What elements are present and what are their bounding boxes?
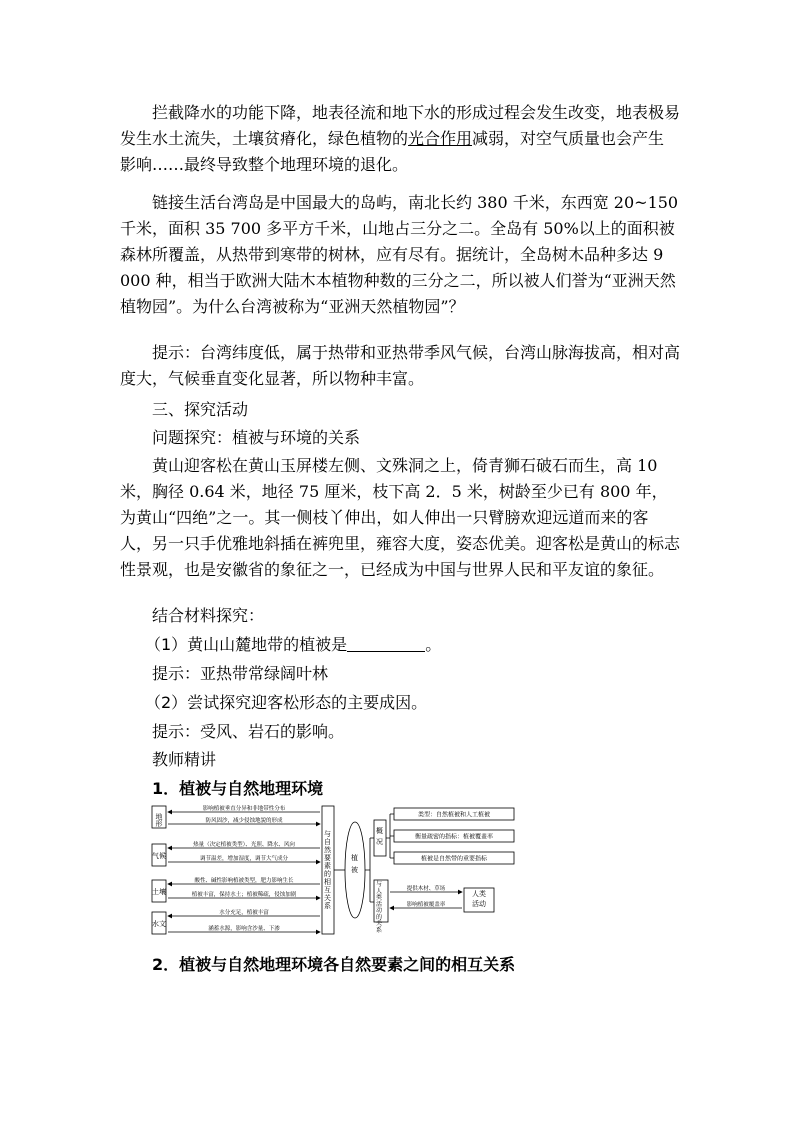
question-2: （2）尝试探究迎客松形态的主要成因。: [145, 693, 428, 712]
overview-item: 衡量疏密的指标：植被覆盖率: [414, 833, 494, 841]
question-heading: 问题探究：植被与环境的关系: [152, 428, 361, 447]
subheading-2: 2．植被与自然地理环境各自然要素之间的相互关系: [152, 955, 516, 974]
svg-text:地形: 地形: [155, 813, 163, 827]
human-relation-box: 与人类活动的关系: [374, 880, 388, 922]
underlined-term: 光合作用: [408, 129, 473, 148]
left-box-climate: [152, 844, 166, 866]
human-activity-box: 人类活动: [464, 888, 494, 913]
arrow-label: 影响植被垂直分异和非地带性分布: [202, 806, 286, 812]
arrow-label: 涵蓄水源，影响含沙量、下渗: [208, 926, 280, 932]
middle-box: 与自然要素的相互关系: [322, 806, 334, 934]
overview-item: 类型：自然植被和人工植被: [417, 811, 491, 819]
human-arrow-label: 提供木材、草场: [406, 886, 446, 892]
hint-2: 提示：受风、岩石的影响。: [152, 722, 345, 741]
overview-box: 概况: [374, 820, 386, 856]
arrow-label: 水分充足，植被丰富: [219, 910, 269, 916]
teacher-heading: 教师精讲: [152, 750, 217, 769]
paragraph-huangshan: 黄山迎客松在黄山玉屏楼左侧、文殊洞之上，倚青狮石破石而生，高 10 米，胸径 0.64 米，地径 75 厘米，枝下高 2．5 米，树龄至少已有 800 年，为黄山“四绝”之一。其一侧枝丫伸出，如人伸出一只臂膀欢迎远道而来的客人，另一只手优雅地斜插在裤兜里，雍容大度，姿态优美。迎客松是黄山的标志性景观，也是安徽省的象征之一，已经成为中国与世界人民和平友谊的象征。: [120, 456, 681, 579]
center-ellipse: 植被: [345, 822, 365, 918]
arrow-label: 酸性、碱性影响植被类型，肥力影响生长: [194, 878, 294, 884]
answer-blank[interactable]: [347, 635, 425, 652]
hint-taiwan: 提示：台湾纬度低，属于热带和亚热带季风气候，台湾山脉海拔高，相对高度大，气候垂直变化显著，所以物种丰富。: [120, 343, 681, 388]
question-1: （1）黄山山麓地带的植被是 。: [145, 635, 442, 654]
svg-text:土壤: 土壤: [152, 888, 166, 896]
overview-item: 植被是自然带的重要指标: [420, 855, 488, 863]
vegetation-diagram: [150, 800, 530, 940]
left-box-soil: [152, 880, 166, 902]
svg-text:水文: 水文: [152, 920, 166, 928]
human-arrow-label: 影响植被覆盖率: [406, 902, 446, 908]
arrow-label: 防风固沙，减少侵蚀地貌的形成: [205, 818, 283, 824]
arrow-label: 调节温差，增加湿度，调节大气成分: [199, 856, 289, 862]
svg-text:气候: 气候: [152, 852, 166, 860]
paragraph-degradation: 拦截降水的功能下降，地表径流和地下水的形成过程会发生改变，地表极易发生水土流失，土壤贫瘠化，绿色植物的光合作用减弱，对空气质量也会产生影响……最终导致整个地理环境的退化。: [120, 103, 681, 174]
combine-label: 结合材料探究：: [152, 606, 265, 625]
section-heading: 三、探究活动: [152, 400, 249, 419]
arrow-label: 植被丰富，保持水土；植被稀疏，侵蚀加剧: [191, 892, 297, 898]
arrow-label: 热量（决定植被类型）、光照、降水、风向: [193, 842, 295, 848]
subheading-1: 1．植被与自然地理环境: [152, 779, 324, 798]
hint-1: 提示：亚热带常绿阔叶林: [152, 664, 329, 683]
left-box-hydrology: [152, 912, 166, 934]
paragraph-taiwan: 链接生活台湾岛是中国最大的岛屿，南北长约 380 千米，东西宽 20~150 千米，面积 35 700 多平方千米，山地占三分之二。全岛有 50%以上的面积被森林所覆盖，从热带到寒带的树林，应有尽有。据统计，全岛树木品种多达 9 000 种，相当于欧洲大陆木本植物种数的三分之二，所以被人们誉为“亚洲天然植物园”。为什么台湾被称为“亚洲天然植物园”？: [120, 193, 679, 316]
left-box-terrain: [152, 806, 166, 828]
